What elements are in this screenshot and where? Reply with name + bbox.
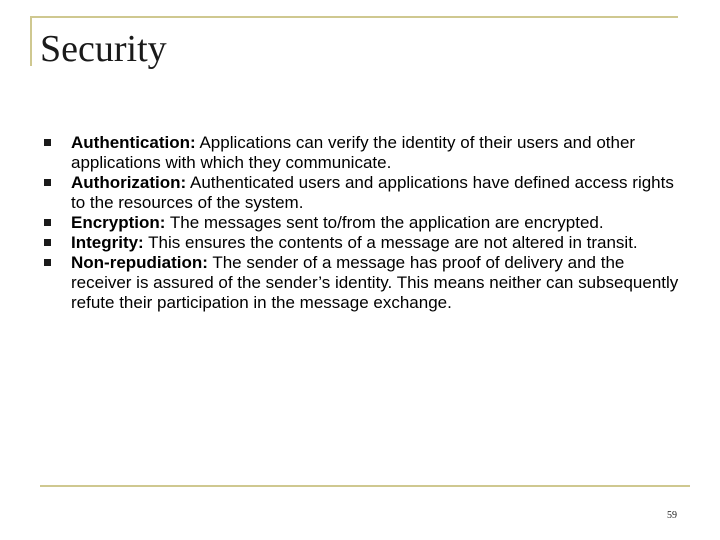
bullet-term: Authentication: [71, 133, 196, 152]
bullet-text: The messages sent to/from the application are encrypted. [165, 213, 604, 232]
bullet-text: The sender of a message has proof of delivery and the receiver is assured of the sender’s identity. This means neither can subsequently refute their participation in the message exchange. [71, 253, 679, 312]
slide-title: Security [40, 28, 167, 70]
bullet-term: Authorization: [71, 173, 187, 192]
square-bullet-icon [44, 239, 51, 246]
bullet-item-encryption [44, 213, 684, 233]
bullet-term: Encryption: [71, 213, 166, 232]
bullet-item-authentication [44, 133, 684, 173]
title-rule-left [30, 16, 32, 66]
bullet-item-non-repudiation [44, 253, 684, 313]
footer-rule [40, 485, 690, 487]
square-bullet-icon [44, 139, 51, 146]
bullet-item-integrity [44, 233, 684, 253]
bullet-text: Authenticated users and applications have defined access rights to the resources of the system. [71, 173, 674, 212]
square-bullet-icon [44, 219, 51, 226]
bullet-term: Integrity: [71, 233, 144, 252]
bullet-text: Applications can verify the identity of their users and other applications with which they communicate. [71, 133, 636, 172]
page-number: 59 [667, 510, 677, 521]
square-bullet-icon [44, 259, 51, 266]
bullet-term: Non-repudiation: [71, 253, 208, 272]
bullet-list [44, 133, 684, 313]
title-rule-top [30, 16, 678, 18]
bullet-item-authorization [44, 173, 684, 213]
square-bullet-icon [44, 179, 51, 186]
bullet-text: This ensures the contents of a message are not altered in transit. [143, 233, 638, 252]
